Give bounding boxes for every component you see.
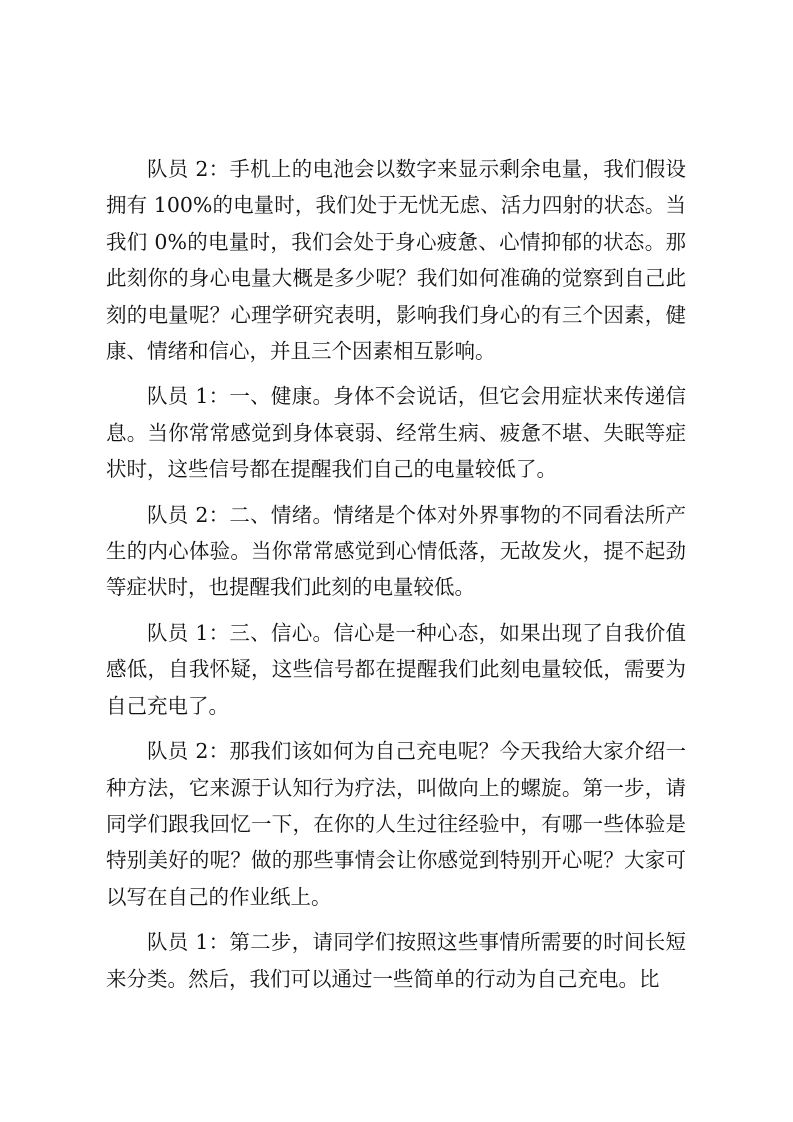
paragraph-team-member-2-battery: 队员 2：手机上的电池会以数字来显示剩余电量，我们假设拥有 100%的电量时，我们处于无忧无虑、活力四射的状态。当我们 0%的电量时，我们会处于身心疲惫、心情抑郁的状态。那此刻你的身心电量大概是多少呢？我们如何准确的觉察到自己此刻的电量呢？心理学研究表明，影响我们身心的有三个因素，健康、情绪和信心，并且三个因素相互影响。 [106, 157, 686, 364]
paragraph-team-member-1-step-two: 队员 1：第二步，请同学们按照这些事情所需要的时间长短来分类。然后，我们可以通过一些简单的行动为自己充电。比 [106, 930, 686, 991]
paragraph-team-member-1-health: 队员 1：一、健康。身体不会说话，但它会用症状来传递信息。当你常常感觉到身体衰弱、经常生病、疲惫不堪、失眠等症状时，这些信号都在提醒我们自己的电量较低了。 [106, 384, 686, 482]
paragraph-team-member-1-confidence: 队员 1：三、信心。信心是一种心态，如果出现了自我价值感低，自我怀疑，这些信号都在提醒我们此刻电量较低，需要为自己充电了。 [106, 620, 686, 718]
paragraph-team-member-2-emotion: 队员 2：二、情绪。情绪是个体对外界事物的不同看法所产生的内心体验。当你常常感觉到心情低落，无故发火，提不起劲等症状时，也提醒我们此刻的电量较低。 [106, 502, 686, 600]
document-body [106, 151, 686, 1006]
paragraph-team-member-2-recharge: 队员 2：那我们该如何为自己充电呢？今天我给大家介绍一种方法，它来源于认知行为疗法，叫做向上的螺旋。第一步，请同学们跟我回忆一下，在你的人生过往经验中，有哪一些体验是特别美好的呢？做的那些事情会让你感觉到特别开心呢？大家可以写在自己的作业纸上。 [106, 739, 686, 909]
